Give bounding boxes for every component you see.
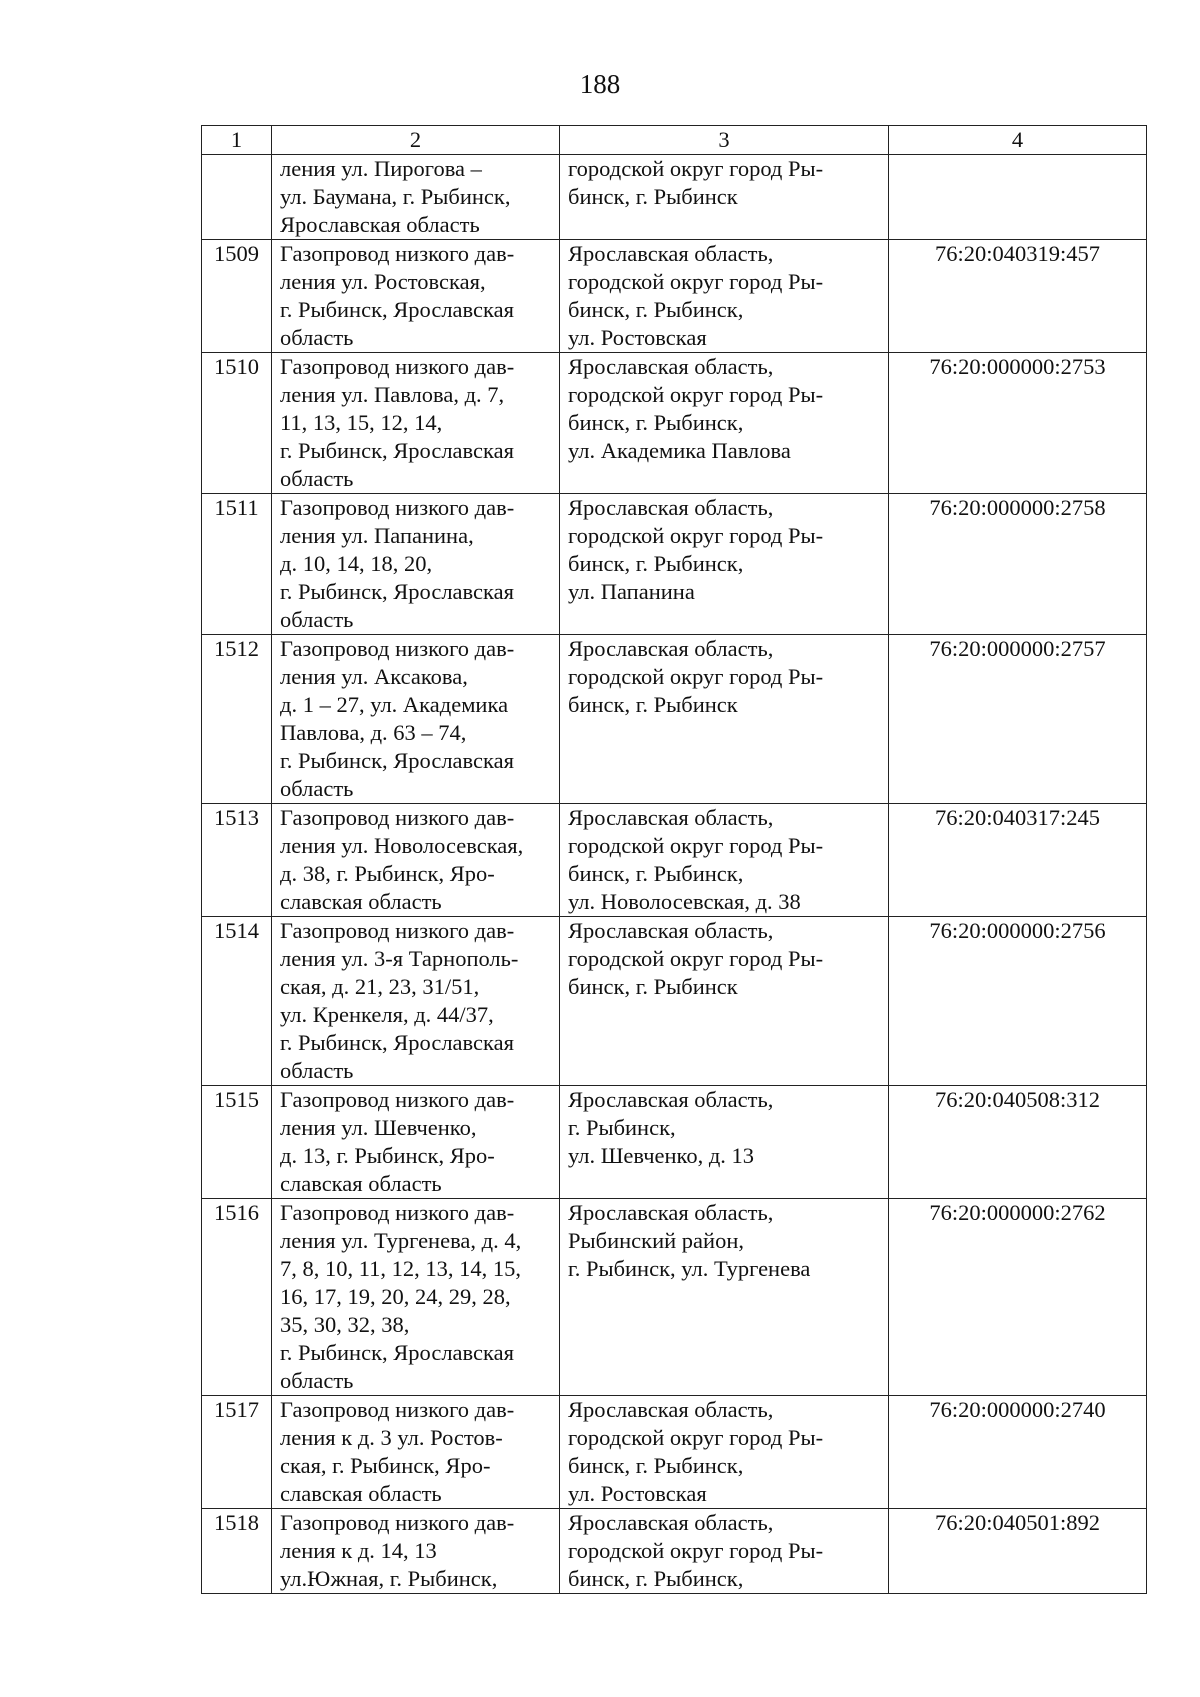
object-name-line: Газопровод низкого дав-	[280, 495, 515, 520]
object-name-line: Газопровод низкого дав-	[280, 241, 515, 266]
address-line: городской округ город Ры-	[568, 664, 824, 689]
object-name-line: ления ул. Тургенева, д. 4,	[280, 1228, 522, 1253]
page-number: 188	[579, 69, 621, 99]
address-line: городской округ город Ры-	[568, 156, 824, 181]
object-name-line: г. Рыбинск, Ярославская	[280, 438, 514, 463]
row-number: 1513	[202, 804, 272, 917]
address-line: Ярославская область,	[568, 1087, 774, 1112]
object-name-line: ская, д. 21, 23, 31/51,	[280, 974, 480, 999]
object-name-line: Павлова, д. 63 – 74,	[280, 720, 467, 745]
object-name-line: Газопровод низкого дав-	[280, 636, 515, 661]
address-cell	[560, 1396, 889, 1509]
object-name-line: область	[280, 325, 354, 350]
column-header: 2	[272, 126, 560, 155]
address-line: Ярославская область,	[568, 1510, 774, 1535]
address-line: Рыбинский район,	[568, 1228, 744, 1253]
object-name-line: ская, г. Рыбинск, Яро-	[280, 1453, 491, 1478]
table-row	[202, 494, 1147, 635]
address-line: Ярославская область,	[568, 1397, 774, 1422]
address-cell	[560, 353, 889, 494]
gas-pipeline-registry-table	[201, 125, 1147, 1594]
address-cell	[560, 1509, 889, 1594]
address-line: городской округ город Ры-	[568, 382, 824, 407]
address-line: Ярославская область,	[568, 805, 774, 830]
address-line: ул. Ростовская	[568, 325, 707, 350]
address-cell	[560, 240, 889, 353]
address-line: ул. Академика Павлова	[568, 438, 791, 463]
table-row	[202, 804, 1147, 917]
address-line: ул. Шевченко, д. 13	[568, 1143, 755, 1168]
address-line: ул. Папанина	[568, 579, 695, 604]
row-number: 1515	[202, 1086, 272, 1199]
address-line: г. Рыбинск, ул. Тургенева	[568, 1256, 811, 1281]
object-name-line: 16, 17, 19, 20, 24, 29, 28,	[280, 1284, 511, 1309]
object-name-cell	[272, 917, 560, 1086]
address-line: г. Рыбинск,	[568, 1115, 676, 1140]
cadastral-number: 76:20:000000:2758	[889, 494, 1147, 635]
address-line: бинск, г. Рыбинск,	[568, 861, 744, 886]
address-line: городской округ город Ры-	[568, 269, 824, 294]
address-line: городской округ город Ры-	[568, 833, 824, 858]
address-line: бинск, г. Рыбинск,	[568, 1453, 744, 1478]
object-name-line: д. 1 – 27, ул. Академика	[280, 692, 509, 717]
object-name-cell	[272, 1086, 560, 1199]
object-name-line: д. 13, г. Рыбинск, Яро-	[280, 1143, 495, 1168]
table-header-row	[202, 126, 1147, 155]
cadastral-number: 76:20:040317:245	[889, 804, 1147, 917]
address-cell	[560, 155, 889, 240]
object-name-line: ления ул. Ростовская,	[280, 269, 486, 294]
object-name-line: г. Рыбинск, Ярославская	[280, 579, 514, 604]
column-header: 4	[889, 126, 1147, 155]
row-number: 1514	[202, 917, 272, 1086]
row-number	[202, 155, 272, 240]
object-name-line: Газопровод низкого дав-	[280, 1397, 515, 1422]
object-name-line: 7, 8, 10, 11, 12, 13, 14, 15,	[280, 1256, 522, 1281]
object-name-cell	[272, 804, 560, 917]
row-number: 1509	[202, 240, 272, 353]
object-name-line: славская область	[280, 1171, 442, 1196]
object-name-line: ления к д. 14, 13	[280, 1538, 437, 1563]
object-name-line: 11, 13, 15, 12, 14,	[280, 410, 443, 435]
row-number: 1518	[202, 1509, 272, 1594]
row-number: 1517	[202, 1396, 272, 1509]
table-row	[202, 917, 1147, 1086]
object-name-line: Газопровод низкого дав-	[280, 805, 515, 830]
table-row	[202, 353, 1147, 494]
cadastral-number: 76:20:000000:2740	[889, 1396, 1147, 1509]
row-number: 1511	[202, 494, 272, 635]
object-name-line: Ярославская область	[280, 212, 480, 237]
object-name-line: ления ул. Аксакова,	[280, 664, 468, 689]
object-name-line: область	[280, 776, 354, 801]
address-line: городской округ город Ры-	[568, 1538, 824, 1563]
cadastral-number	[889, 155, 1147, 240]
table-row	[202, 1509, 1147, 1594]
address-cell	[560, 1086, 889, 1199]
object-name-line: ления ул. Павлова, д. 7,	[280, 382, 505, 407]
object-name-line: область	[280, 1368, 354, 1393]
object-name-cell	[272, 353, 560, 494]
row-number: 1516	[202, 1199, 272, 1396]
table-row	[202, 1396, 1147, 1509]
table-body	[202, 155, 1147, 1594]
address-line: бинск, г. Рыбинск,	[568, 297, 744, 322]
cadastral-number: 76:20:040501:892	[889, 1509, 1147, 1594]
table-row	[202, 155, 1147, 240]
cadastral-number: 76:20:000000:2756	[889, 917, 1147, 1086]
address-line: ул. Новолосевская, д. 38	[568, 889, 801, 914]
column-header: 3	[560, 126, 889, 155]
object-name-cell	[272, 1396, 560, 1509]
object-name-line: ления ул. 3-я Тарнополь-	[280, 946, 519, 971]
object-name-line: область	[280, 607, 354, 632]
object-name-line: славская область	[280, 889, 442, 914]
table-row	[202, 1199, 1147, 1396]
object-name-line: г. Рыбинск, Ярославская	[280, 748, 514, 773]
cadastral-number: 76:20:040319:457	[889, 240, 1147, 353]
address-line: Ярославская область,	[568, 495, 774, 520]
object-name-line: ул.Южная, г. Рыбинск,	[280, 1566, 498, 1591]
address-line: городской округ город Ры-	[568, 946, 824, 971]
address-line: бинск, г. Рыбинск,	[568, 551, 744, 576]
object-name-line: г. Рыбинск, Ярославская	[280, 1340, 514, 1365]
cadastral-number: 76:20:000000:2762	[889, 1199, 1147, 1396]
object-name-line: область	[280, 466, 354, 491]
object-name-line: Газопровод низкого дав-	[280, 1087, 515, 1112]
object-name-line: Газопровод низкого дав-	[280, 1200, 515, 1225]
object-name-cell	[272, 1509, 560, 1594]
address-cell	[560, 635, 889, 804]
object-name-line: ления ул. Шевченко,	[280, 1115, 477, 1140]
address-line: Ярославская область,	[568, 918, 774, 943]
object-name-line: Газопровод низкого дав-	[280, 354, 515, 379]
object-name-line: ления ул. Папанина,	[280, 523, 474, 548]
table-row	[202, 1086, 1147, 1199]
cadastral-number: 76:20:000000:2757	[889, 635, 1147, 804]
object-name-line: ления к д. 3 ул. Ростов-	[280, 1425, 503, 1450]
row-number: 1512	[202, 635, 272, 804]
address-line: Ярославская область,	[568, 354, 774, 379]
object-name-cell	[272, 494, 560, 635]
address-line: городской округ город Ры-	[568, 1425, 824, 1450]
object-name-line: область	[280, 1058, 354, 1083]
address-line: Ярославская область,	[568, 241, 774, 266]
object-name-line: ления ул. Пирогова –	[280, 156, 482, 181]
address-cell	[560, 1199, 889, 1396]
object-name-cell	[272, 1199, 560, 1396]
column-header: 1	[202, 126, 272, 155]
object-name-line: 35, 30, 32, 38,	[280, 1312, 410, 1337]
address-line: ул. Ростовская	[568, 1481, 707, 1506]
address-line: бинск, г. Рыбинск	[568, 974, 738, 999]
cadastral-number: 76:20:040508:312	[889, 1086, 1147, 1199]
address-line: бинск, г. Рыбинск,	[568, 410, 744, 435]
object-name-line: Газопровод низкого дав-	[280, 918, 515, 943]
cadastral-number: 76:20:000000:2753	[889, 353, 1147, 494]
address-cell	[560, 804, 889, 917]
object-name-line: славская область	[280, 1481, 442, 1506]
object-name-line: Газопровод низкого дав-	[280, 1510, 515, 1535]
object-name-line: ул. Баумана, г. Рыбинск,	[280, 184, 511, 209]
table-row	[202, 635, 1147, 804]
object-name-cell	[272, 635, 560, 804]
address-cell	[560, 494, 889, 635]
address-line: бинск, г. Рыбинск	[568, 184, 738, 209]
row-number: 1510	[202, 353, 272, 494]
address-line: бинск, г. Рыбинск,	[568, 1566, 744, 1591]
table-row	[202, 240, 1147, 353]
object-name-line: г. Рыбинск, Ярославская	[280, 1030, 514, 1055]
object-name-line: г. Рыбинск, Ярославская	[280, 297, 514, 322]
object-name-cell	[272, 155, 560, 240]
object-name-line: д. 38, г. Рыбинск, Яро-	[280, 861, 495, 886]
address-line: городской округ город Ры-	[568, 523, 824, 548]
object-name-cell	[272, 240, 560, 353]
object-name-line: д. 10, 14, 18, 20,	[280, 551, 433, 576]
address-cell	[560, 917, 889, 1086]
address-line: бинск, г. Рыбинск	[568, 692, 738, 717]
address-line: Ярославская область,	[568, 1200, 774, 1225]
object-name-line: ул. Кренкеля, д. 44/37,	[280, 1002, 494, 1027]
object-name-line: ления ул. Новолосевская,	[280, 833, 524, 858]
address-line: Ярославская область,	[568, 636, 774, 661]
